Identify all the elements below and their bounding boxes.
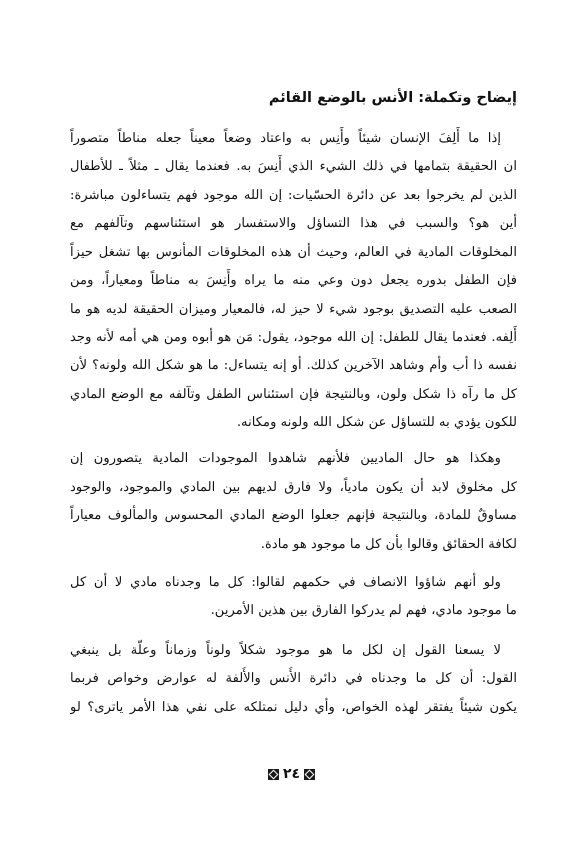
paragraph-1-line-1: إذا ما أَلِفَ الإنسان شيئاً وأَنِس به واعتاد وضعاً معيناً جعله مناطاً متصوراً: [70, 131, 501, 146]
paragraph-1-line-10: كل ما رآه ذا شكل ولون، وبالنتيجة فإن استئناس الطفل وتآلفه مع الوضع المادي: [70, 387, 517, 402]
page-footer: [0, 766, 583, 782]
page-number: ٢٤: [282, 766, 301, 782]
paragraph-1-line-6: فإن الطفل بدوره يجعل دون وعي منه ما يراه وأَنِسَ به مناطاً ومعياراً، ومن: [70, 273, 517, 288]
paragraph-1-line-11: للكون يؤدي به للتساؤل عن شكل الله ولونه ومكانه.: [236, 415, 517, 430]
paragraph-2-line-1: وهكذا هو حال الماديين فلأنهم شاهدوا الموجودات المادية يتصورون إن: [70, 451, 501, 466]
paragraph-1-line-7: الصعب عليه التصديق بوجود شيء لا حيز له، فالمعيار وميزان الحقيقة لديه هو ما: [70, 302, 517, 317]
paragraph-2-line-2: كل مخلوق لابد أن يكون مادياً، ولا فارق لديهم بين المادي والموجود، والوجود: [70, 480, 517, 495]
paragraph-1-line-8: أَلِفه. فعندما يقال للطفل: إن الله موجود، يقول: مَن هو أبوه ومن هي أمه لأنه وجد: [70, 330, 517, 345]
paragraph-1-line-4: أين هو؟ والسبب في هذا التساؤل والاستفسار هو استئناسهم وتآلفهم مع: [70, 216, 517, 231]
paragraph-4-line-3: يكون شيئاً يفتقر لهذه الخواص، وأي دليل نمتلكه على نفي هذا الأمر ياترى؟ لو: [70, 700, 517, 715]
square-ornament-icon: [268, 769, 279, 780]
paragraph-4-line-1: لا يسعنا القول إن لكل ما هو موجود شكلاً ولوناً وزماناً وعلّة بل ينبغي: [70, 643, 501, 658]
paragraph-2-line-3: مساوقٌ للمادة، وبالنتيجة فإنهم جعلوا الوضع المادي المحسوس والمألوف معياراً: [70, 508, 517, 523]
paragraph-1-line-5: المخلوقات المادية في العالم، وحيث أن هذه المخلوقات المأنوس بها تشغل حيزاً: [70, 245, 517, 260]
paragraph-1-line-3: الذين لم يخرجوا بعد عن دائرة الحسّيات: إن الله موجود فهم يتساءلون مباشرة:: [70, 188, 517, 203]
paragraph-2-line-4: لكافة الحقائق وقالوا بأن كل ما موجود هو مادة.: [260, 537, 517, 552]
paragraph-3-line-1: ولو أنهم شاؤوا الانصاف في حكمهم لقالوا: كل ما وجدناه مادي لا أن كل: [70, 575, 501, 590]
paragraph-1-line-9: نفسه ذا أب وأم وشاهد الآخرين كذلك. أو إنه يتساءل: ما هو شكل الله ولونه؟ لأن: [70, 358, 517, 373]
square-ornament-icon: [304, 769, 315, 780]
paragraph-3-line-2: ما موجود مادي، فهم لم يدركوا الفارق بين هذين الأمرين.: [210, 603, 517, 618]
paragraph-4-line-2: القول: أن كل ما وجدناه في دائرة الأُنس والأُلفة له عوارض وخواص فربما: [70, 671, 517, 686]
paragraph-1-line-2: ان الحقيقة بتمامها في ذلك الشيء الذي أَنِسَ به. فعندما يقال ـ مثلاً ـ للأطفال: [70, 159, 517, 174]
section-heading: إيضاح وتكملة: الأنس بالوضع القائم: [268, 90, 517, 106]
